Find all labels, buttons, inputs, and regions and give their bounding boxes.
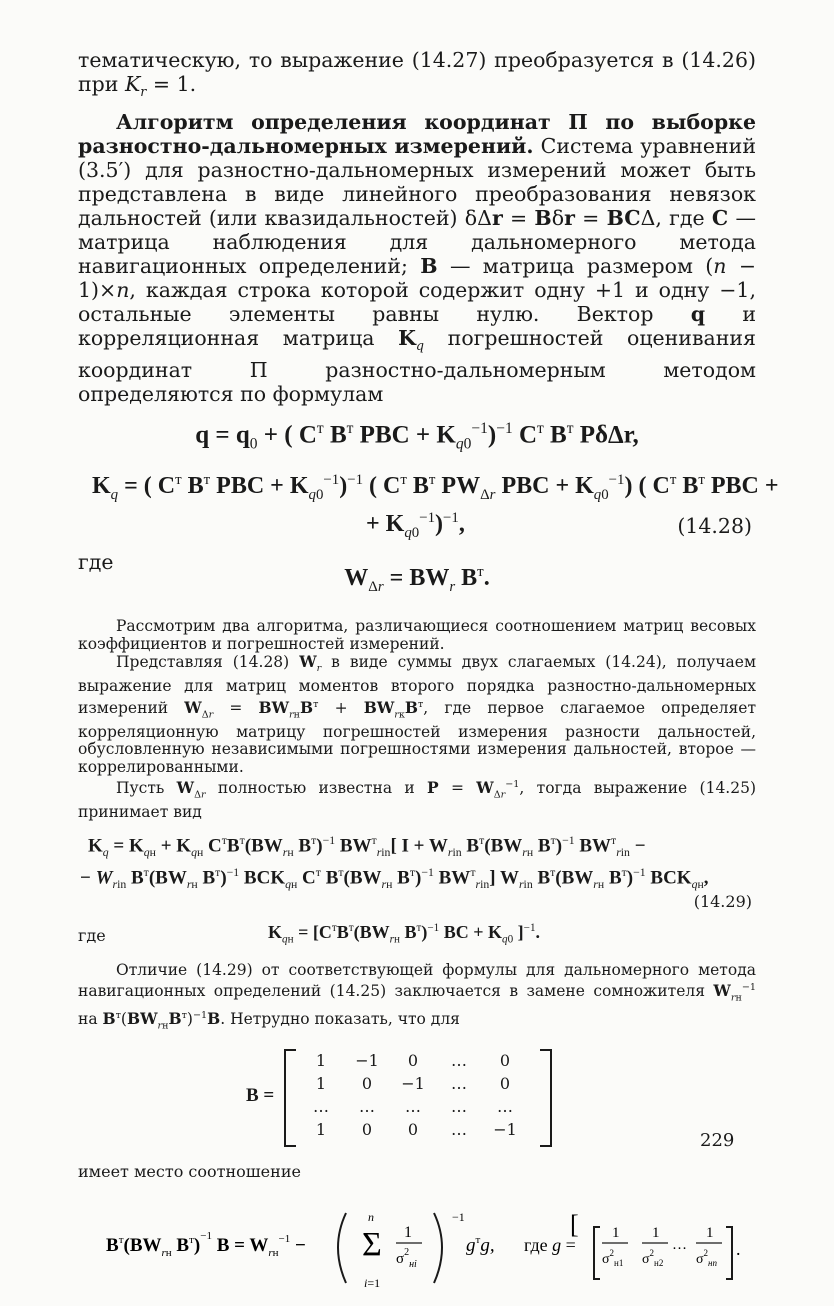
page-number: 229 [700, 1130, 735, 1151]
matrix-b-label: B = [246, 1085, 275, 1106]
matrix-cell: 1 [315, 1051, 327, 1070]
matrix-cell: … [451, 1097, 467, 1116]
matrix-cell: 0 [499, 1051, 511, 1070]
svg-text:σ2н2: $\sigma^2_{н2}$ [642, 1247, 664, 1268]
matrix-cell: 0 [499, 1074, 511, 1093]
matrix-cell: 1 [315, 1120, 327, 1139]
svg-text:Σ: Σ [362, 1225, 382, 1263]
page-content [78, 48, 779, 1301]
left-bracket [284, 1049, 296, 1147]
svg-text:где g =: где g = [524, 1234, 576, 1255]
matrix-b [78, 1045, 756, 1153]
matrix-cell: 0 [407, 1120, 419, 1139]
svg-text:1: 1 [612, 1224, 620, 1241]
formula-relation-svg [78, 1191, 756, 1301]
equation-number-14-29: (14.29) [693, 891, 752, 911]
svg-text:σ2нn: $\sigma^2_{нn}$ [696, 1247, 718, 1268]
matrix-row [298, 1118, 528, 1141]
matrix-cell: … [405, 1097, 421, 1116]
where-label-2: где [78, 925, 106, 945]
paragraph-relation: имеет место соотношение [78, 1162, 301, 1181]
matrix-cell: 0 [361, 1120, 373, 1139]
svg-text:…: … [672, 1236, 687, 1253]
matrix-row [298, 1095, 528, 1118]
formula-kq-line2: + $K_{q0}^{-1})^{-1}$, (14.28) [366, 510, 752, 541]
formula-kqn: $K_{qн} = [C^тB^т(BW_{rн}$ $B^т)^{-1}$ BC + $K_{q0}$ ]$^{-1}$. [268, 921, 541, 946]
matrix-cell: … [359, 1097, 375, 1116]
paragraph-let: Пусть $W_{\Delta r}$ полностью известна и $P = W_{\Delta r}^{-1}$, тогда выражение (14.25) принимает вид [78, 778, 757, 822]
paragraph-difference: Отличие (14.29) от соответствующей формулы для дальномерного метода навигационных определений (14.25) заключается в замене сомножителя $W_{rн}^{-1}$ на $B^т(BW_{rн}B^т)^{-1}B$. Нетрудно показать, что для [78, 960, 756, 1032]
svg-text:n: n [368, 1209, 374, 1224]
matrix-cell: 1 [315, 1074, 327, 1093]
right-bracket [540, 1049, 552, 1147]
paragraph-two-algorithms [78, 618, 756, 653]
matrix-cell: −1 [355, 1051, 379, 1070]
formula-relation [78, 1191, 756, 1301]
svg-text:1: 1 [652, 1224, 660, 1241]
matrix-cell: … [497, 1097, 513, 1116]
formula-kq-1429-line2: − $W_{rin}$ $B^т(BW_{rн}$ $B^т)^{-1}$ $BCK_{qн}$ $C^т$ $B^т(BW_{rн}$ $B^т)^{-1}$ $BW^т_{rin}$] $W_{rin}$ $B^т(BW_{rн}$ $B^т)^{-1}$ $BCK_{qн}$, [80, 865, 709, 891]
svg-text:i=1: i=1 [364, 1275, 381, 1290]
paragraph-algorithm: Алгоритм определения координат П по выборке разностно-дальномерных измерений. Система уравнений (3.5′) для разностно-дальномерных измерений может быть представлена в виде линейного преобразования невязок дальностей (или квазидальностей) δΔr = Bδr = BCΔ, где C — матрица наблюдения для дальномерного метода навигационных определений; B — матрица размером (n − 1)×n, каждая строка которой содержит одну +1 и одну −1, остальные элементы равны нулю. Вектор q и корреляционная матрица $K_q$ погрешностей оценивания координат П разностно-дальномерным методом определяются по формулам [78, 110, 756, 407]
svg-text:1: 1 [706, 1224, 714, 1241]
matrix-cell: … [313, 1097, 329, 1116]
paragraph-two-algorithms-text: Рассмотрим два алгоритма, различающиеся соотношением матриц весовых коэффициентов и погрешностей измерений. [78, 617, 756, 653]
matrix-cell: −1 [493, 1120, 517, 1139]
matrix-row [298, 1049, 528, 1072]
svg-text:Bт(BWrн Bт)−1 B = Wrн−1 −: $B^т(BW_rн$ $B^т)^{-1}$ $B = W_rн^{-1}$ − [106, 1229, 306, 1259]
formula-kq-1429-line1: $K_q = K_{qн} + K_{qн}$ $C^тB^т(BW_{rн}$ $B^т)^{-1}$ $BW^т_{rin}$[ $I + W_{rin}$ $B^т(BW_{rн}$ $B^т)^{-1}$ $BW^т_{rin}$ − [88, 833, 646, 859]
svg-text:−1: −1 [452, 1209, 465, 1224]
svg-text:1: 1 [404, 1223, 412, 1241]
formula-kq-line1: $K_q$ = ( $C^т$ $B^т$ PBC + $K_{q0}^{-1})^{-1}$ ( $C^т$ $B^т$ $PW_{\Delta r}$ PBC + $K_{q0}^{-1}$) ( $C^т$ $B^т$ PBC + [92, 472, 779, 503]
paragraph-0: тематическую, то выражение (14.27) преобразуется в (14.26) при $K_r = 1$. [78, 48, 756, 100]
svg-text:[: [ [570, 1209, 579, 1239]
matrix-cell: 0 [407, 1051, 419, 1070]
formula-w-delta-r: $W_{\Delta r} = BW_r$ $B^т$. [344, 564, 490, 595]
matrix-row [298, 1072, 528, 1095]
svg-text:σ2н1: $\sigma^2_{н1}$ [602, 1247, 624, 1268]
paragraph-representing: Представляя (14.28) $W_r$ в виде суммы двух слагаемых (14.24), получаем выражение для матриц моментов второго порядка разностно-дальномерных измерений $W_{\Delta r} = BW_{rн}B^т + BW_{rк}B^т$, где первое слагаемое определяет корреляционную матрицу погрешностей измерения разности дальностей, обусловленную независимыми погрешностями измерения дальностей, второе — коррелированными. [78, 652, 757, 776]
svg-text:gтg,: $g^тg$, [466, 1233, 495, 1256]
matrix-cell: −1 [401, 1074, 425, 1093]
matrix-cell: 0 [361, 1074, 373, 1093]
where-label-1: где [78, 550, 114, 575]
svg-text:.: . [736, 1238, 741, 1259]
where-block-2 [78, 920, 756, 954]
matrix-cell: … [451, 1051, 467, 1070]
matrix-b-table [298, 1049, 528, 1141]
equation-number-14-28: (14.28) [677, 514, 752, 539]
matrix-cell: … [451, 1120, 467, 1139]
matrix-cell: … [451, 1074, 467, 1093]
formula-q: $q = q_0$ + ( $C^т$ $B^т$ PBC + $K_{q0}^{-1})^{-1}$ $C^т$ $B^т$ PδΔr, [195, 420, 639, 453]
svg-text:σ2нi: $\sigma^2_{нi}$ [396, 1246, 417, 1270]
algorithm-heading: Алгоритм определения координат П по выборке разностно-дальномерных измерений. [78, 110, 756, 159]
